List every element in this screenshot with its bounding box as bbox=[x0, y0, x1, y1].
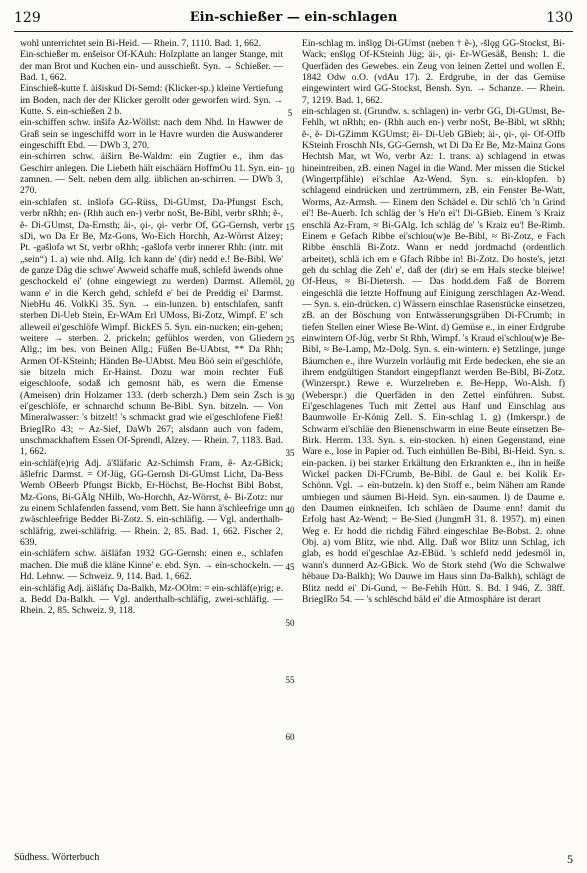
line-number: 40 bbox=[285, 505, 295, 515]
right-column bbox=[302, 38, 565, 605]
left-column bbox=[20, 38, 283, 617]
page-number-left: 129 bbox=[14, 10, 41, 26]
entry-paragraph: ein-schlagen st. (Grundw. s. schlagen) in- verbr GG, Di-GUmst, Be-Fehlh, wt nRhh; en- (Rhh auch en-) verbr noSt, Be-Bibl, wt sRhh; ẽ-, ẽ- Di-GZimm KGUmst; ẽi- Di-Ueb GBieb; äi-, ǫi-, ǫi- Of-Offb KSteinh Froschh NIs, GG-Gernsh, wt Di Da Er Be, Mz-Mainz Gons Hechtsh Mar, wt Wo, verbr Az: 1. trans. a) schlagend in etwas hineintreiben, zB. einen Nagel in die Wand. Mer missen die Stickel (Wingertpfähle) ei'schlae Az-Wend. Syn. s. ein-klopfen. b) schlagend eindrücken und zertrümmern, zB. ein Fenster Be-Watt, Worms, Az-Armsh. — Einem den Schädel e. Dir schlö 'ch 'n Grind ei'! Be-Auerb. Ich schläg der 's He'n ei'! Di-GBieb. Einem 's Kraiz enschlä Az-Fram, ≈ Bi-GAlg. Ich schläg de' 's Kraiz eu'! Be-Rimb. Einem e Gefach Ribbe ei'schlou(w)e Be-Bibl, ≈ Bi-Zotz, e Fach Ribbe ënschlä Bi-Zotz. Wann er nedd jordmachd (ordentlich arbeitet), schlä ich em e Gfach Ribbe in! Bi-Zotz. Do hoste's, jetzt geh du schlag die Zeh' e', daß der (dir) se em Hals stecke bleiwe! Of-Heus, ≈ Bi-Dietersh. — Das hodd.dem Faß de Borrem eingeschlä die letzte Hoffnung auf Einigung zerschlagen Az-Wend. — Syn. s. ein-drücken. c) Wässern einschlae Rasenstücke einsetzen, zB. an der Böschung von Entwässerungsgräben Di-FCrumb; in tiefen Stellen einer Wiese Be-Wint. d) Gemüse e., in einer Erdgrube einwintern Of-Jüg, verbr St Rhh, Wimpf. 's Kraud ei'schlou(w)e Be-Bibl, ≈ Be-Lamp, Mz-Dolg. Syn. s. ein-wintern. e) Setzlinge, junge Bäumchen e., ihre Wurzeln vorläufig mit Erde bedecken, ehe sie an ihrem endgültigen Standort eingepflanzt werden Be-Bibl, Bi-Zotz. (Winzerspr.) Rewe e. Wurzelreben e. Be-Hepp, Wo-Alsh. f) (Weberspr.) die Querfäden in den Zettel einführen. Subst. Ei'geschlagenes Tuch mit Zettel aus Hanf und Einschlag aus Baumwolle Er-König Zell. S. Ein-schlag 1. g) (Imkerspr.) de Schwarm ei'schläe den Bienenschwarm in eine Beute einsetzen Be-Birk. Herrm. 133. Syn. s. ein-stocken. h) einen Gegenstand, eine Ware e., lose in Papier od. Tuch einhüllen Be-Bibl, Bi-Heid. Syn. s. ein-packen. i) bei starker Erkältung den Erkrankten e., ihn in heiße Wickel packen Di-FCrumb, Be-Bibl. de Gaul e. bei Kolik Er-Schönn. Vgl. → ein-butzeln. k) den Stoff e., beim Nähen am Rande umbiegen und säumen Bi-Heid. Syn. ein-saumen. l) de Daume e. den Daumen einkneifen. Ich schläen de Daume enn! damit du Erfolg hast Az-Wend; ~ Be-Sied (JungmH 31. 8. 1957). m) einen Weg e. Er hodd die richdig Fährd eingeschlae Be-Bobst. 2. ohne Obj. a) vom Blitz, wie nhd. Allg. Daß wor Blitz unn Schlag, ich glab, es hodd ei'geschlae Az-EBüd. 's schlefd nedd jedesmöl in, wann's dunnerd Az-GBick. Wo de Stork stehd (Wo die Schwalwe hëbaue Da-Balkh); Wo Dauwe im Haus sinn Da-Balkh), schlägt de Blitz nedd ei' Di-Gund, ~ Be-Fehlh Hütt. S. Bd. I 946, Z. 38ff. BriegIRo 54. — 's schlēschd bäld ei' die Atmosphäre ist derart bbox=[302, 106, 565, 605]
page-footer bbox=[14, 852, 573, 866]
line-number: 30 bbox=[285, 392, 295, 402]
line-number: 25 bbox=[285, 335, 295, 345]
line-number: 20 bbox=[285, 278, 295, 288]
book-title: Südhess. Wörterbuch bbox=[14, 852, 100, 863]
line-number: 15 bbox=[285, 222, 295, 232]
entry-paragraph: Ein-schießer m. enšeisor Of-KAuh: Holzplatte an langer Stange, mit der man Brot und Kuchen ein- und ausschießt. Syn. → Schießer. — Bad. 1, 662. bbox=[20, 49, 283, 84]
line-number: 45 bbox=[285, 562, 295, 572]
entry-paragraph: Ein-schlag m. inšlǫg Di-GUmst (neben † ẽ-), -šlǫg GG-Stockst, Bi-Wack; enšlǫg Of-KSteinh Jüg; äi-, ǫi- Er-WGesäß, Bensh: 1. die Querfäden des Gewebes. ein Zeug von leinen Zettel und wollen E. 1842 Odw o.O. (vdAu 17). 2. Erdgrube, in der das Gemüse eingewintert wird GG-Stockst, Bensh. Syn. → Schanze. — Rhein. 7, 1219. Bad. 1, 662. bbox=[302, 38, 565, 106]
page-header bbox=[14, 10, 573, 32]
entry-paragraph: ein-schlafen st. inšlofə GG-Rüss, Di-GUmst, Da-Pfungst Esch, verbr nRhh; en- (Rhh auch en-) verbr noSt, Be-Bibl, verbr sRhh; ẽ-, ẽ- Di-GUmst, Da-Ernsth; äi-, ǫi-, ǫi- verbr Of, GG-Gernsh, verbr sDi, wo Da Er Be, Mz-Gons, Wo-Eich Horchh, Az-Wörrst Alzey; Pt. -gəšlofə wt St, verbr oRhh; -gəšlofə verbr innerer Rhh: (intr. mit „sein“) 1. a) wie nhd. Allg. Ich kann de' (dir) nedd e.! Be-Bibl. We' de ganze Dåg die schwe' Awweid schaffe muß, schlefd äwends ohne geschockeld ei' (ohne eingewiegt zu werden) Darmst. Allemöl, wann e' in die Kerch gehd, schlefd e' bei de Preddig ei' Darmst. NiebHu 46. VolkKi 35. Syn. → ein-lunzen. b) entschlafen, sanft sterben Di-Ueb Stein, Er-WAm Erl UMoss, Bi-Zotz, Wimpf. E' sch alleweil ei'geschlöfe Wimpf. BickES 5. Syn. ein-nucken; ein-gehen; weitere → sterben. 2. prickeln; gefühlos werden, von Gliedern Allg.; im bes. von Beinen Allg.; Füßen Be-UAbtst, ** Da Rhh; Armen Of-KSteinh; Händen Be-UAbtst. Meu Böö sein ei'geschlöfe, sie bitzeln mich Er-Hainst. Dozu war moin rechter Fuß eigeschloofe, sodaß ich gemosnt häb, es wern die Emense (Ameisen) drin Holzamer 133. (derb scherzh.) Dem sein Zsch is ei'geschlöfe, er schnarchd schunn Be-Bibl. Syn. bitzeln. — Von Mineralwasser: 's bitzelt! 's schmackt grad wie ei'geschlofene Fieß! BriegIRo 43; ~ Az-Sief, DaWb 267; alsdann auch von fadem, unschmackhaftem Essen Of-Sprendl, Alzey. — Rhein. 7, 1183. Bad. 1, 662. bbox=[20, 196, 283, 458]
entry-paragraph: ein-schläf(e)rig Adj. ä'šläfəric Az-Schimsh Fram, ẽ- Az-GBick; äšlefric Darmst. = Of-Jüg, GG-Gernsh Di-GUmst Licht, Da-Bess Wemb OBeerb Pfungst Bickb, Er-Höchst, Be-Hochst Bibl Bobst, Mz-Gons, Bi-GÄlg NHilb, Wo-Horchh, Az-Wörrst, ẽ- Bi-Zotz: nur zu einem Schlafenden fassend, vom Bett. Sie hann ä'schleefrige unn zwäschleefrige Bedder Bi-Zotz. S. ein-schläfig. — Vgl. anderthalb-schläfrig, zwei-schläfrig. — Rhein. 2, 85. Bad. 1, 662. Fischer 2, 639. bbox=[20, 457, 283, 549]
line-number: 5 bbox=[287, 108, 293, 118]
page-number-right: 130 bbox=[546, 10, 573, 26]
line-number: 55 bbox=[285, 675, 295, 685]
line-number: 50 bbox=[285, 618, 295, 628]
entry-paragraph: wohl unterrichtet sein Bi-Heid. — Rhein. 7, 1110. Bad. 1, 662. bbox=[20, 38, 261, 49]
entry-paragraph: ein-schläfern schw. äišläfən 1932 GG-Gernsh: einen e., schlafen machen. Die muß die kläne Kinne' e. ebd. Syn. → ein-schockeln. — Hd. Lehnw. — Schweiz. 9, 114. Bad. 1, 662. bbox=[20, 548, 283, 583]
running-title: Ein-schießer — ein-schlagen bbox=[189, 10, 398, 25]
line-number: 10 bbox=[285, 165, 295, 175]
signature-mark: 5 bbox=[567, 852, 573, 866]
entry-paragraph: Einschieß-kutte f. äišiskud Di-Semd: (Klicker-sp.) kleine Vertiefung im Boden, nach der der Klicker gerollt oder geworfen wird. Syn. → Kutte. S. ein-schießen 2 b. bbox=[20, 83, 283, 118]
entry-paragraph: ein-schläfig Adj. äišläfɪç Da-Balkh, Mz-OOlm: = ein-schläf(e)rig; e. a. Bedd Da-Balkh. — Vgl. anderthalb-schläfig, zwei-schläfig. — Rhein. 2, 85. Schweiz. 9, 118. bbox=[20, 582, 283, 617]
entry-paragraph: ein-schiffen schw. inšifə Az-Wöllst: nach dem Nhd. In Hawwer de Graß sein se ingeschiffd worr in le Havre wurden die Auswanderer eingeschifft Ebd. — DWb 3, 270. bbox=[20, 117, 283, 152]
line-number: 60 bbox=[285, 732, 295, 742]
header-rule bbox=[14, 31, 573, 32]
entry-paragraph: ein-schirren schw. äiširn Be-Waldm: ein Zugtier e., ihm das Geschirr anlegen. Die Liebeth hält eischäärn HoffmOu 11. Syn. ein-zamnen. — Selt. neben dem allg. üblichen an-schirren. — DWb 3, 270. bbox=[20, 151, 283, 197]
line-number: 35 bbox=[285, 448, 295, 458]
